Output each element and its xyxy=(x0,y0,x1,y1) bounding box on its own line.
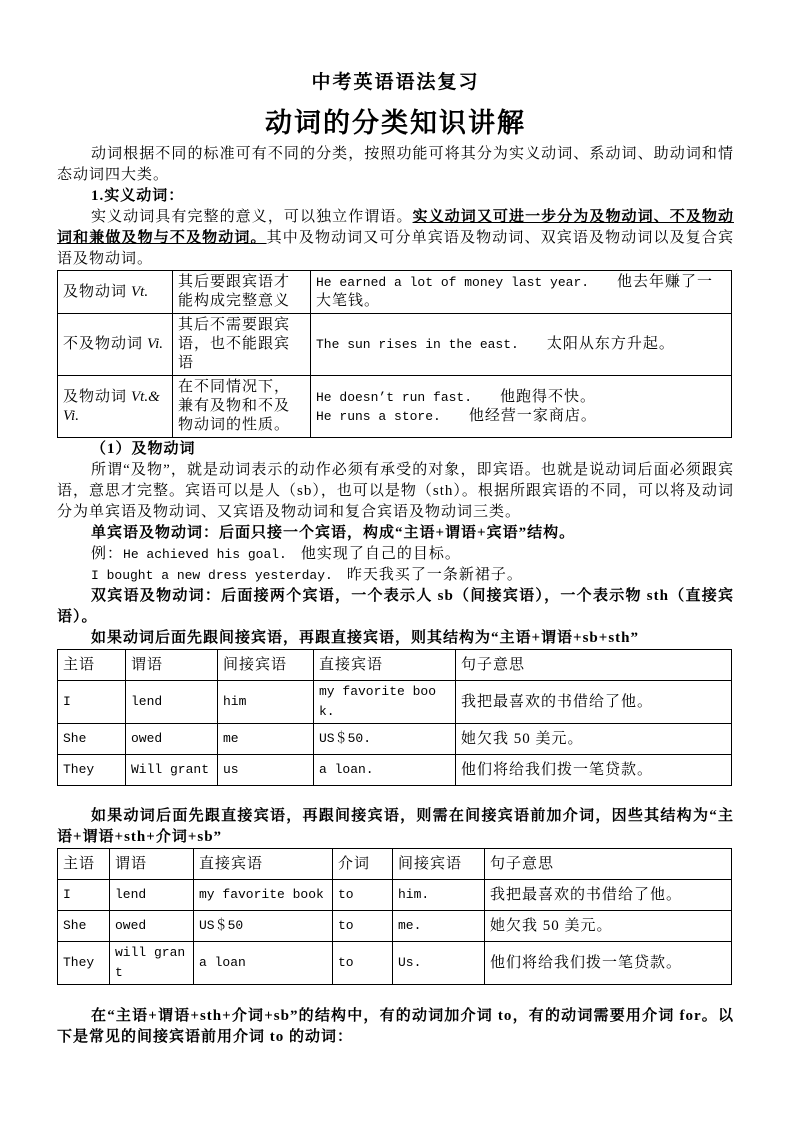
preposition-to-note: 在“主语+谓语+sth+介词+sb”的结构中，有的动词加介词 to，有的动词需要用介词 for。以下是常见的间接宾语前用介词 to 的动词： xyxy=(57,1008,734,1045)
cell-direct-object: a loan xyxy=(194,942,333,985)
cell-preposition: to xyxy=(333,880,393,911)
section-heading-notional-verbs: 1.实义动词： xyxy=(91,188,185,204)
verb-type-description: 其后要跟宾语才能构成完整意义 xyxy=(173,271,311,314)
header-cell-meaning: 句子意思 xyxy=(485,849,732,880)
table-row xyxy=(58,681,732,724)
example-line xyxy=(57,565,734,586)
example-english: He achieved his goal. xyxy=(123,547,287,562)
example-chinese: 太阳从东方升起。 xyxy=(546,336,675,352)
pattern-sb-sth-description: 如果动词后面先跟间接宾语，再跟直接宾语，则其结构为“主语+谓语+sb+sth” xyxy=(91,630,639,646)
cell-meaning: 他们将给我们拨一笔贷款。 xyxy=(485,942,732,985)
header-cell-predicate: 谓语 xyxy=(110,849,194,880)
verb-type-cell xyxy=(58,376,173,438)
pattern-sb-sth-table xyxy=(57,649,732,786)
notional-verbs-subtypes: 其中及物动词又可分单宾语及物动词、双宾语及物动词以及复合宾语及物动词。 xyxy=(57,230,734,267)
verb-type-abbr: Vt. xyxy=(131,283,149,300)
cell-predicate: Will grant xyxy=(126,755,218,786)
verb-type-example-cell xyxy=(311,314,732,376)
example-english: He earned a lot of money last year. xyxy=(316,275,590,290)
notional-verbs-definition: 实义动词具有完整的意义，可以独立作谓语。 xyxy=(91,209,413,225)
transitive-paragraph: 所谓“及物”，就是动词表示的动作必须有承受的对象，即宾语。也就是说动词后面必须跟宾语，意思才完整。宾语可以是人（sb），也可以是物（sth）。根据所跟宾语的不同，可以将及动词分为单宾语及物动词、又宾语及物动词和复合宾语及物动词三类。 xyxy=(57,462,734,520)
cell-indirect-object: me. xyxy=(393,911,485,942)
verb-type-example-cell xyxy=(311,271,732,314)
header-cell-preposition: 介词 xyxy=(333,849,393,880)
table-row xyxy=(58,880,732,911)
example-chinese: 他去年赚了一大笔钱。 xyxy=(316,274,714,309)
cell-predicate: owed xyxy=(126,724,218,755)
cell-meaning: 他们将给我们拨一笔贷款。 xyxy=(456,755,732,786)
verb-type-name: 及物动词 xyxy=(63,283,128,300)
cell-direct-object: a loan. xyxy=(314,755,456,786)
example-sentence xyxy=(316,335,726,354)
intro-paragraph: 动词根据不同的标准可有不同的分类，按照功能可将其分为实义动词、系动词、助动词和情态动词四大类。 xyxy=(57,146,734,183)
verb-type-description: 其后不需要跟宾语，也不能跟宾语 xyxy=(173,314,311,376)
example-sentence xyxy=(316,388,726,407)
header-cell-subject: 主语 xyxy=(58,650,126,681)
example-english: He doesn’t run fast. xyxy=(316,389,473,405)
header-cell-subject: 主语 xyxy=(58,849,110,880)
pattern-sth-prep-sb-table xyxy=(57,848,732,985)
example-label: 例： xyxy=(91,546,124,562)
example-sentence xyxy=(316,407,726,426)
header-cell-indirect-object: 间接宾语 xyxy=(218,650,314,681)
example-line xyxy=(57,544,734,565)
cell-subject: She xyxy=(58,724,126,755)
table-row xyxy=(58,942,732,985)
cell-subject: I xyxy=(58,681,126,724)
example-sentence xyxy=(316,273,726,311)
example-chinese: 他经营一家商店。 xyxy=(468,407,597,424)
table-header-row xyxy=(58,650,732,681)
example-chinese: 他实现了自己的目标。 xyxy=(300,546,461,562)
cell-subject: She xyxy=(58,911,110,942)
pattern-sth-prep-sb-description: 如果动词后面先跟直接宾语，再跟间接宾语，则需在间接宾语前加介词，因些其结构为“主语+谓语+sth+介词+sb” xyxy=(57,808,734,845)
single-object-heading: 单宾语及物动词：后面只接一个宾语，构成“主语+谓语+宾语”结构。 xyxy=(91,525,576,541)
example-english: I bought a new dress yesterday. xyxy=(91,568,333,583)
double-object-heading: 双宾语及物动词：后面接两个宾语，一个表示人 sb（间接宾语），一个表示物 sth（直接宾语）。 xyxy=(57,588,734,625)
verb-types-table xyxy=(57,270,732,438)
notional-verbs-paragraph xyxy=(57,207,734,270)
table-row xyxy=(58,376,732,438)
cell-direct-object: US＄50 xyxy=(194,911,333,942)
cell-predicate: lend xyxy=(126,681,218,724)
subsection-heading-transitive: （1）及物动词 xyxy=(91,441,196,457)
example-chinese: 他跑得不快。 xyxy=(500,388,597,405)
verb-type-abbr: Vi. xyxy=(147,336,163,352)
document-title: 中考英语语法复习 xyxy=(311,71,480,93)
cell-predicate: will grant xyxy=(110,942,194,985)
header-cell-direct-object: 直接宾语 xyxy=(314,650,456,681)
cell-subject: I xyxy=(58,880,110,911)
cell-indirect-object: me xyxy=(218,724,314,755)
table-row xyxy=(58,271,732,314)
cell-subject: They xyxy=(58,755,126,786)
cell-predicate: owed xyxy=(110,911,194,942)
cell-direct-object: my favorite book xyxy=(194,880,333,911)
cell-direct-object: US＄50. xyxy=(314,724,456,755)
header-cell-indirect-object: 间接宾语 xyxy=(393,849,485,880)
example-english: He runs a store. xyxy=(316,408,441,424)
verb-type-cell xyxy=(58,314,173,376)
cell-subject: They xyxy=(58,942,110,985)
table-row xyxy=(58,755,732,786)
cell-meaning: 我把最喜欢的书借给了他。 xyxy=(456,681,732,724)
cell-meaning: 她欠我 50 美元。 xyxy=(456,724,732,755)
table-header-row xyxy=(58,849,732,880)
example-english: The sun rises in the east. xyxy=(316,337,519,352)
verb-type-name: 及物动词 xyxy=(63,388,128,405)
verb-type-name: 不及物动词 xyxy=(63,336,144,352)
table-row xyxy=(58,724,732,755)
header-cell-meaning: 句子意思 xyxy=(456,650,732,681)
cell-indirect-object: us xyxy=(218,755,314,786)
header-cell-direct-object: 直接宾语 xyxy=(194,849,333,880)
cell-indirect-object: Us. xyxy=(393,942,485,985)
table-row xyxy=(58,911,732,942)
example-chinese: 昨天我买了一条新裙子。 xyxy=(346,567,523,583)
cell-preposition: to xyxy=(333,911,393,942)
table-row xyxy=(58,314,732,376)
cell-indirect-object: him. xyxy=(393,880,485,911)
verb-type-abbr: Vt.& Vi. xyxy=(63,388,160,424)
cell-direct-object: my favorite book. xyxy=(314,681,456,724)
cell-preposition: to xyxy=(333,942,393,985)
notional-verbs-key-point: 实义动词又可进一步分为及物动词、不及物动词和兼做及物与不及物动词。 xyxy=(57,209,734,246)
verb-type-cell xyxy=(58,271,173,314)
cell-meaning: 我把最喜欢的书借给了他。 xyxy=(485,880,732,911)
cell-indirect-object: him xyxy=(218,681,314,724)
cell-predicate: lend xyxy=(110,880,194,911)
verb-type-example-cell xyxy=(311,376,732,438)
document-subtitle: 动词的分类知识讲解 xyxy=(265,108,526,139)
cell-meaning: 她欠我 50 美元。 xyxy=(485,911,732,942)
header-cell-predicate: 谓语 xyxy=(126,650,218,681)
verb-type-description: 在不同情况下，兼有及物和不及物动词的性质。 xyxy=(173,376,311,438)
